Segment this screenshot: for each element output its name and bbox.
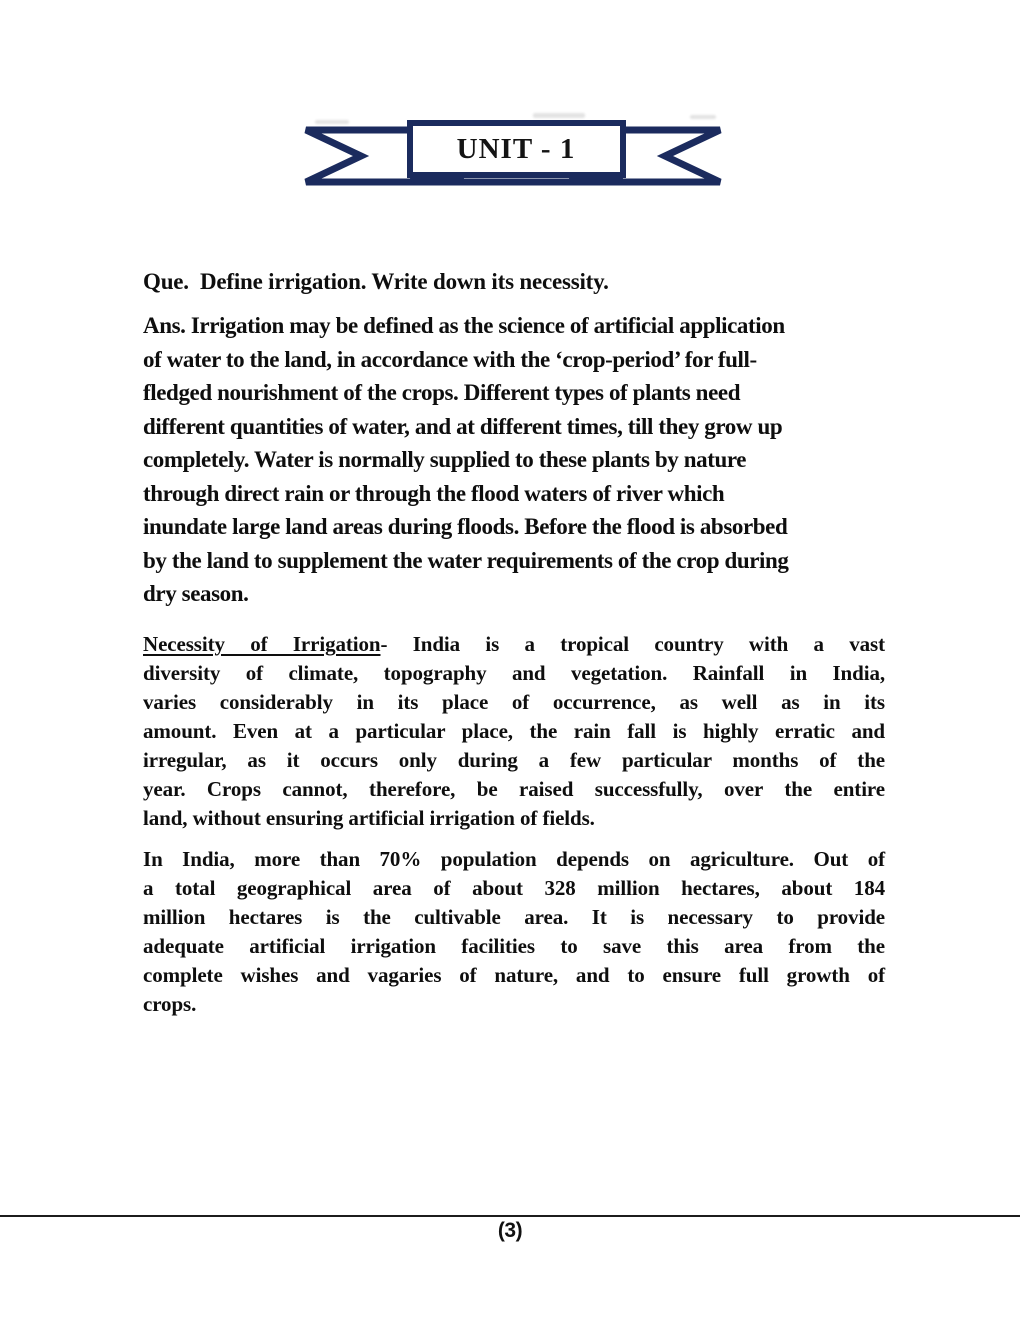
page-number: (3) xyxy=(497,1219,523,1242)
text-line xyxy=(143,630,885,659)
unit-title: UNIT - 1 xyxy=(456,133,576,165)
text-line: inundate large land areas during floods. Before the flood is absorbed xyxy=(143,514,788,539)
text-line: dry season. xyxy=(143,581,249,606)
text-line: irregular, as it occurs only during a few particular months of the xyxy=(143,748,885,772)
text-line: completely. Water is normally supplied to these plants by nature xyxy=(143,447,747,472)
india-paragraph xyxy=(143,845,885,1019)
answer-paragraph xyxy=(143,309,885,611)
text-line: a total geographical area of about 328 million hectares, about 184 xyxy=(143,876,885,900)
text-line: varies considerably in its place of occurrence, as well as in its xyxy=(143,690,885,714)
text-line: different quantities of water, and at different times, till they grow up xyxy=(143,413,783,439)
text-line: crops. xyxy=(143,992,197,1016)
text-line: fledged nourishment of the crops. Different types of plants need xyxy=(143,380,741,405)
text-line: of water to the land, in accordance with the ‘crop-period’ for full- xyxy=(143,346,757,372)
text-line: land, without ensuring artificial irrigation of fields. xyxy=(143,806,595,830)
text-line: adequate artificial irrigation facilities to save this area from the xyxy=(143,934,885,958)
question-line: Que. Define irrigation. Write down its necessity. xyxy=(143,269,609,294)
ribbon-graphic xyxy=(302,119,724,195)
text-line: complete wishes and vagaries of nature, and to ensure full growth of xyxy=(143,963,885,987)
scan-smudge xyxy=(533,113,585,118)
text-line: through direct rain or through the flood waters of river which xyxy=(143,480,725,506)
text-line: In India, more than 70% population depends on agriculture. Out of xyxy=(143,847,885,871)
heading-rest-text: - India is a tropical country with a vast xyxy=(380,632,885,656)
text-line: year. Crops cannot, therefore, be raised successfully, over the entire xyxy=(143,777,885,801)
text-line: diversity of climate, topography and vegetation. Rainfall in India, xyxy=(143,661,885,685)
necessity-heading: Necessity of Irrigation xyxy=(143,632,381,656)
necessity-paragraph xyxy=(143,630,885,833)
text-line: million hectares is the cultivable area. It is necessary to provide xyxy=(143,905,885,929)
text-line: Ans. Irrigation may be defined as the science of artificial application xyxy=(143,313,785,338)
unit-banner xyxy=(302,119,724,195)
text-line: by the land to supplement the water requirements of the crop during xyxy=(143,547,789,573)
text-line: amount. Even at a particular place, the rain fall is highly erratic and xyxy=(143,719,885,743)
footer-rule xyxy=(0,1215,1020,1217)
